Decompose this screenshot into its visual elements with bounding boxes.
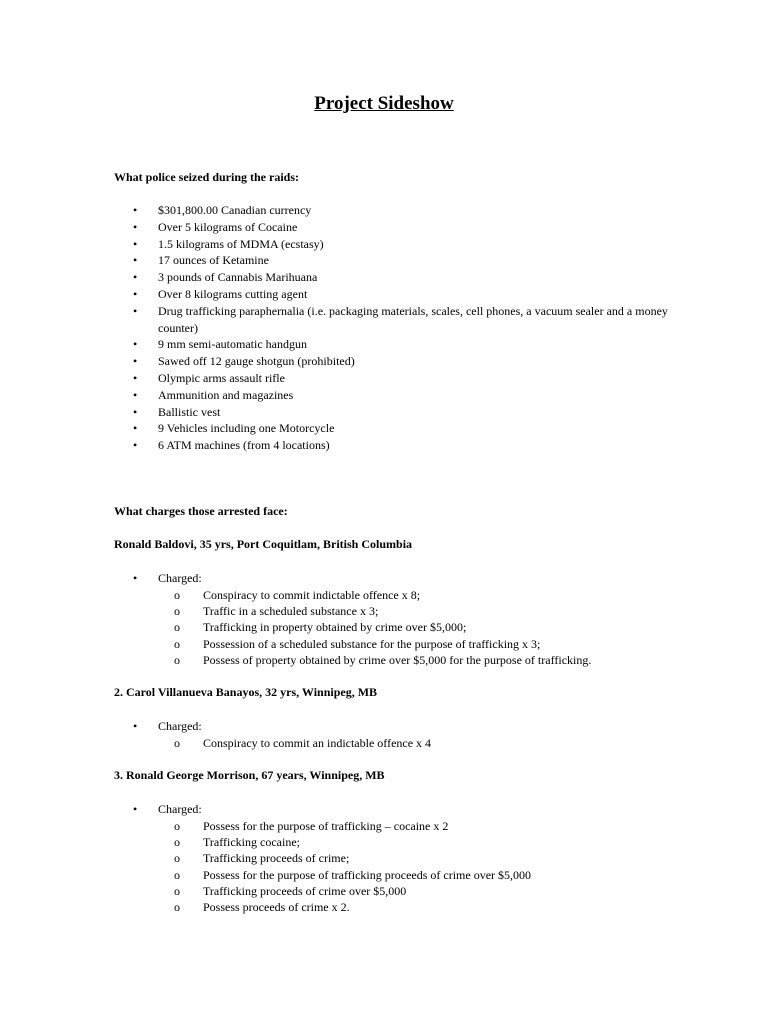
bullet-icon: • bbox=[133, 571, 138, 585]
list-item: • Charged: o Conspiracy to commit indictable offence x 8; o Traffic in a scheduled substance x 3; o Trafficking in property obtained by crime over $5,000; o Possession of a scheduled substance for the purpose of trafficking x 3; o Possess of property obtained by crime over $5,000 for the purpose of trafficking. bbox=[114, 570, 678, 668]
circle-bullet-icon: o bbox=[174, 900, 180, 915]
list-item: • Olympic arms assault rifle bbox=[133, 370, 285, 385]
person-charges bbox=[114, 570, 678, 668]
bullet-icon: • bbox=[133, 387, 138, 402]
person-name: 2. Carol Villanueva Banayos, 32 yrs, Winnipeg, MB bbox=[114, 685, 378, 699]
bullet-icon: • bbox=[133, 370, 138, 385]
list-item: • 1.5 kilograms of MDMA (ecstasy) bbox=[133, 236, 324, 251]
circle-bullet-icon: o bbox=[174, 835, 180, 850]
list-item: • 6 ATM machines (from 4 locations) bbox=[133, 438, 330, 453]
bullet-icon: • bbox=[133, 253, 138, 268]
list-item: • 17 ounces of Ketamine bbox=[133, 253, 269, 268]
list-item: • 9 Vehicles including one Motorcycle bbox=[133, 421, 335, 436]
circle-bullet-icon: o bbox=[174, 587, 180, 602]
charge-item: o Trafficking proceeds of crime; bbox=[174, 851, 350, 866]
charge-item: o Conspiracy to commit indictable offence x 8; bbox=[174, 587, 421, 602]
charge-item: o Trafficking in property obtained by crime over $5,000; bbox=[174, 620, 467, 635]
person-charges bbox=[114, 718, 678, 751]
bullet-icon: • bbox=[133, 303, 138, 318]
charge-item: o Possess for the purpose of trafficking – cocaine x 2 bbox=[174, 818, 449, 833]
circle-bullet-icon: o bbox=[174, 604, 180, 619]
list-item: • 3 pounds of Cannabis Marihuana bbox=[133, 270, 318, 285]
person-charges bbox=[114, 801, 678, 916]
circle-bullet-icon: o bbox=[174, 735, 180, 750]
circle-bullet-icon: o bbox=[174, 867, 180, 882]
bullet-icon: • bbox=[133, 802, 138, 816]
charge-item: o Possession of a scheduled substance for the purpose of trafficking x 3; bbox=[174, 636, 541, 651]
circle-bullet-icon: o bbox=[174, 883, 180, 898]
charge-sublist bbox=[158, 587, 678, 668]
bullet-icon: • bbox=[133, 719, 138, 733]
bullet-icon: • bbox=[133, 236, 138, 251]
seized-list bbox=[114, 202, 678, 454]
list-item: • $301,800.00 Canadian currency bbox=[133, 203, 312, 217]
circle-bullet-icon: o bbox=[174, 818, 180, 833]
list-item: • Ammunition and magazines bbox=[133, 387, 294, 402]
person-name: Ronald Baldovi, 35 yrs, Port Coquitlam, British Columbia bbox=[114, 537, 413, 551]
bullet-icon: • bbox=[133, 438, 138, 453]
bullet-icon: • bbox=[133, 354, 138, 369]
list-item: • Charged: o Possess for the purpose of trafficking – cocaine x 2 o Trafficking cocaine; o Trafficking proceeds of crime; o Possess for the purpose of trafficking proceeds of crime over $5,000 o Trafficking proceeds of crime over $5,000 o Possess proceeds of crime x 2. bbox=[114, 801, 678, 916]
list-item: • 9 mm semi-automatic handgun bbox=[133, 337, 307, 352]
bullet-icon: • bbox=[133, 421, 138, 436]
list-item: • Ballistic vest bbox=[133, 404, 221, 419]
circle-bullet-icon: o bbox=[174, 620, 180, 635]
circle-bullet-icon: o bbox=[174, 636, 180, 651]
charge-item: o Possess for the purpose of trafficking proceeds of crime over $5,000 bbox=[174, 867, 532, 882]
list-item: • Drug trafficking paraphernalia (i.e. packaging materials, scales, cell phones, a vacuum sealer and a money counter) bbox=[133, 303, 668, 335]
charge-item: o Trafficking proceeds of crime over $5,000 bbox=[174, 883, 407, 898]
bullet-icon: • bbox=[133, 286, 138, 301]
charges-heading: What charges those arrested face: bbox=[114, 504, 288, 518]
person-name: 3. Ronald George Morrison, 67 years, Winnipeg, MB bbox=[114, 768, 385, 782]
charge-item: o Conspiracy to commit an indictable offence x 4 bbox=[174, 735, 432, 750]
bullet-icon: • bbox=[133, 404, 138, 419]
bullet-icon: • bbox=[133, 270, 138, 285]
list-item: • Over 8 kilograms cutting agent bbox=[133, 286, 308, 301]
list-item: • Over 5 kilograms of Cocaine bbox=[133, 219, 298, 234]
charge-item: o Traffic in a scheduled substance x 3; bbox=[174, 604, 379, 619]
charge-sublist bbox=[158, 818, 678, 916]
charge-item: o Possess proceeds of crime x 2. bbox=[174, 900, 350, 915]
page-title: Project Sideshow bbox=[314, 93, 454, 114]
circle-bullet-icon: o bbox=[174, 652, 180, 667]
charge-item: o Trafficking cocaine; bbox=[174, 835, 300, 850]
list-item: • Sawed off 12 gauge shotgun (prohibited) bbox=[133, 354, 355, 369]
seized-heading: What police seized during the raids: bbox=[114, 170, 299, 184]
list-item: • Charged: o Conspiracy to commit an indictable offence x 4 bbox=[114, 718, 678, 751]
charge-item: o Possess of property obtained by crime over $5,000 for the purpose of trafficking. bbox=[174, 652, 592, 667]
bullet-icon: • bbox=[133, 337, 138, 352]
bullet-icon: • bbox=[133, 219, 138, 234]
bullet-icon: • bbox=[133, 203, 138, 217]
circle-bullet-icon: o bbox=[174, 851, 180, 866]
charge-sublist bbox=[158, 735, 678, 751]
